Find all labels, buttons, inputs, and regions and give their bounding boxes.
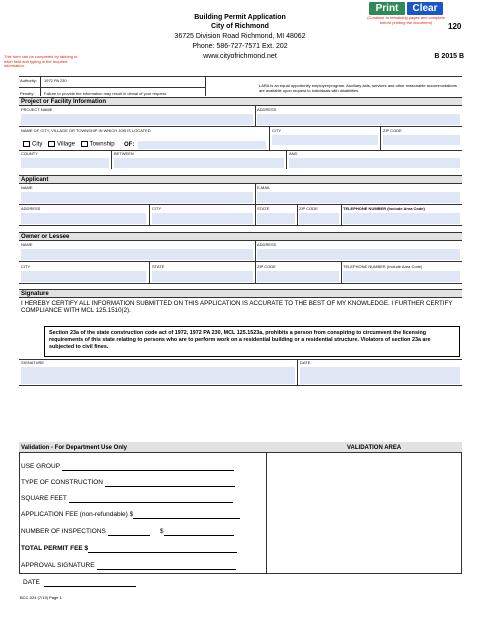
inspections-line[interactable] [108, 530, 150, 536]
owner-state-field[interactable] [152, 271, 253, 282]
village-checkbox-label: Village [57, 141, 75, 148]
penalty-value: Failure to provide the information may result in denial of your request. [44, 91, 167, 96]
applicant-email-label: E-MAIL [257, 185, 271, 190]
form-footer-code: BCC-024 (7/19) Page 1 [20, 595, 62, 600]
city-website: www.cityofrichmond.net [203, 53, 277, 60]
form-code: B 2015 B [434, 53, 464, 60]
owner-zip-label: ZIP CODE [257, 264, 276, 269]
owner-city-field[interactable] [21, 271, 146, 282]
validation-heading: Validation - For Department Use Only [21, 445, 128, 451]
applicant-name-field[interactable] [21, 192, 253, 203]
signature-label: SIGNATURE [21, 360, 45, 365]
city-phone: Phone: 586-727-7571 Ext. 202 [192, 43, 288, 50]
project-zip-field[interactable] [383, 135, 460, 145]
applicant-address-label: ADDRESS [21, 206, 41, 211]
form-title: Building Permit Application [194, 14, 286, 21]
owner-phone-label: TELEPHONE NUMBER (Include Area Code) [343, 264, 423, 269]
owner-phone-field[interactable] [343, 271, 460, 282]
print-button[interactable]: Print [369, 2, 405, 15]
owner-section-heading: Owner or Lessee [19, 232, 462, 241]
owner-zip-field[interactable] [257, 271, 339, 282]
applicant-email-field[interactable] [257, 192, 460, 203]
use-group-line[interactable] [62, 465, 234, 471]
applicant-phone-field[interactable] [343, 213, 460, 224]
inspections-dollar: $ [159, 528, 164, 535]
validation-area-label: VALIDATION AREA [347, 445, 402, 451]
total-fee-line[interactable] [88, 547, 237, 553]
square-feet-label: SQUARE FEET [21, 495, 67, 502]
township-checkbox[interactable] [81, 141, 88, 147]
between-field[interactable] [114, 158, 284, 168]
owner-name-field[interactable] [21, 249, 253, 260]
applicant-zip-field[interactable] [299, 213, 339, 224]
and-field[interactable] [289, 158, 460, 168]
inspections-label: NUMBER OF INSPECTIONS [21, 528, 106, 535]
authority-label: Authority: [20, 78, 37, 83]
certify-statement: I HEREBY CERTIFY ALL INFORMATION SUBMITTED ON THIS APPLICATION IS ACCURATE TO THE BEST OF MY KNOWLEDGE. I FURTHER CERTIFY COMPLIANCE WITH MCL 125.1510(2). [21, 300, 453, 315]
of-label: OF: [124, 142, 135, 148]
lara-statement: LARA is an equal opportunity employer/program. Auxiliary aids, services and other reasonable accommodations are available upon request to individuals with disabilities. [259, 83, 457, 93]
owner-state-label: STATE [152, 264, 165, 269]
approval-signature-label: APPROVAL SIGNATURE [21, 562, 95, 569]
civil-fines-notice: Section 23a of the state construction code act of 1972, 1972 PA 230, MCL 125.1523a, prohibits a person from conspiring to circumvent the licensing requirements of this state relating to persons who are to perform work on a residential building or a residential structure. Violators of section 23a are subjected to civil fines. [44, 326, 460, 357]
square-feet-line[interactable] [69, 497, 233, 503]
city-checkbox[interactable] [23, 141, 30, 147]
city-address: 36725 Division Road Richmond, MI 48062 [174, 33, 306, 40]
municipality-name-field[interactable] [138, 141, 266, 149]
village-checkbox[interactable] [48, 141, 55, 147]
signature-date-field[interactable] [300, 367, 460, 384]
signature-field[interactable] [21, 367, 295, 384]
owner-name-label: NAME [21, 242, 33, 247]
approval-signature-line[interactable] [97, 564, 236, 570]
project-zip-label: ZIP CODE [383, 128, 402, 133]
project-city-label: CITY [272, 128, 282, 133]
tab-instructions-note: This form can be completed by tabbing to each field and typing in the required information. [4, 54, 78, 69]
validation-box [19, 442, 462, 574]
clear-button[interactable]: Clear [407, 2, 443, 15]
total-fee-label: TOTAL PERMIT FEE $ [21, 545, 89, 552]
project-name-label: PROJECT NAME [21, 107, 53, 112]
signature-date-label: DATE [300, 360, 311, 365]
print-instructions-note: (Continue to remaining pages and complete before printing the document) [367, 15, 445, 25]
use-group-label: USE GROUP [21, 463, 61, 470]
construction-type-line[interactable] [105, 481, 235, 487]
project-address-label: ADDRESS [257, 107, 277, 112]
applicant-state-label: STATE [257, 206, 270, 211]
owner-address-label: ADDRESS [257, 242, 277, 247]
between-label: BETWEEN [114, 151, 134, 156]
applicant-state-field[interactable] [257, 213, 295, 224]
project-section-heading: Project or Facility Information [19, 97, 462, 106]
application-fee-line[interactable] [133, 513, 240, 519]
city-checkbox-label: City [32, 141, 43, 148]
application-fee-label: APPLICATION FEE (non-refundable) $ [21, 511, 134, 518]
applicant-section-heading: Applicant [19, 175, 462, 184]
township-checkbox-label: Township [89, 141, 115, 148]
owner-address-field[interactable] [257, 249, 460, 260]
applicant-zip-label: ZIP CODE [299, 206, 318, 211]
applicant-city-field[interactable] [152, 213, 253, 224]
inspections-fee-line[interactable] [164, 530, 234, 536]
project-city-field[interactable] [272, 135, 378, 145]
form-number: 120 [448, 22, 462, 31]
applicant-phone-label: TELEPHONE NUMBER (Include Area Code) [343, 206, 425, 211]
county-label: COUNTY [21, 151, 38, 156]
and-label: AND [289, 151, 298, 156]
owner-city-label: CITY [21, 264, 31, 269]
authority-value: 1972 PA 230 [44, 78, 67, 83]
penalty-label: Penalty: [20, 91, 35, 96]
municipality-label: NAME OF CITY, VILLAGE OR TOWNSHIP IN WHICH JOB IS LOCATED [21, 128, 151, 133]
city-name: City of Richmond [211, 23, 269, 30]
validation-date-line[interactable] [44, 581, 136, 587]
county-field[interactable] [21, 158, 109, 168]
signature-section-heading: Signature [19, 289, 462, 298]
applicant-name-label: NAME [21, 185, 33, 190]
applicant-address-field[interactable] [21, 213, 146, 224]
validation-date-label: DATE [23, 579, 40, 586]
applicant-city-label: CITY [152, 206, 162, 211]
construction-type-label: TYPE OF CONSTRUCTION [21, 479, 103, 486]
project-address-field[interactable] [257, 114, 460, 125]
project-name-field[interactable] [21, 114, 253, 125]
